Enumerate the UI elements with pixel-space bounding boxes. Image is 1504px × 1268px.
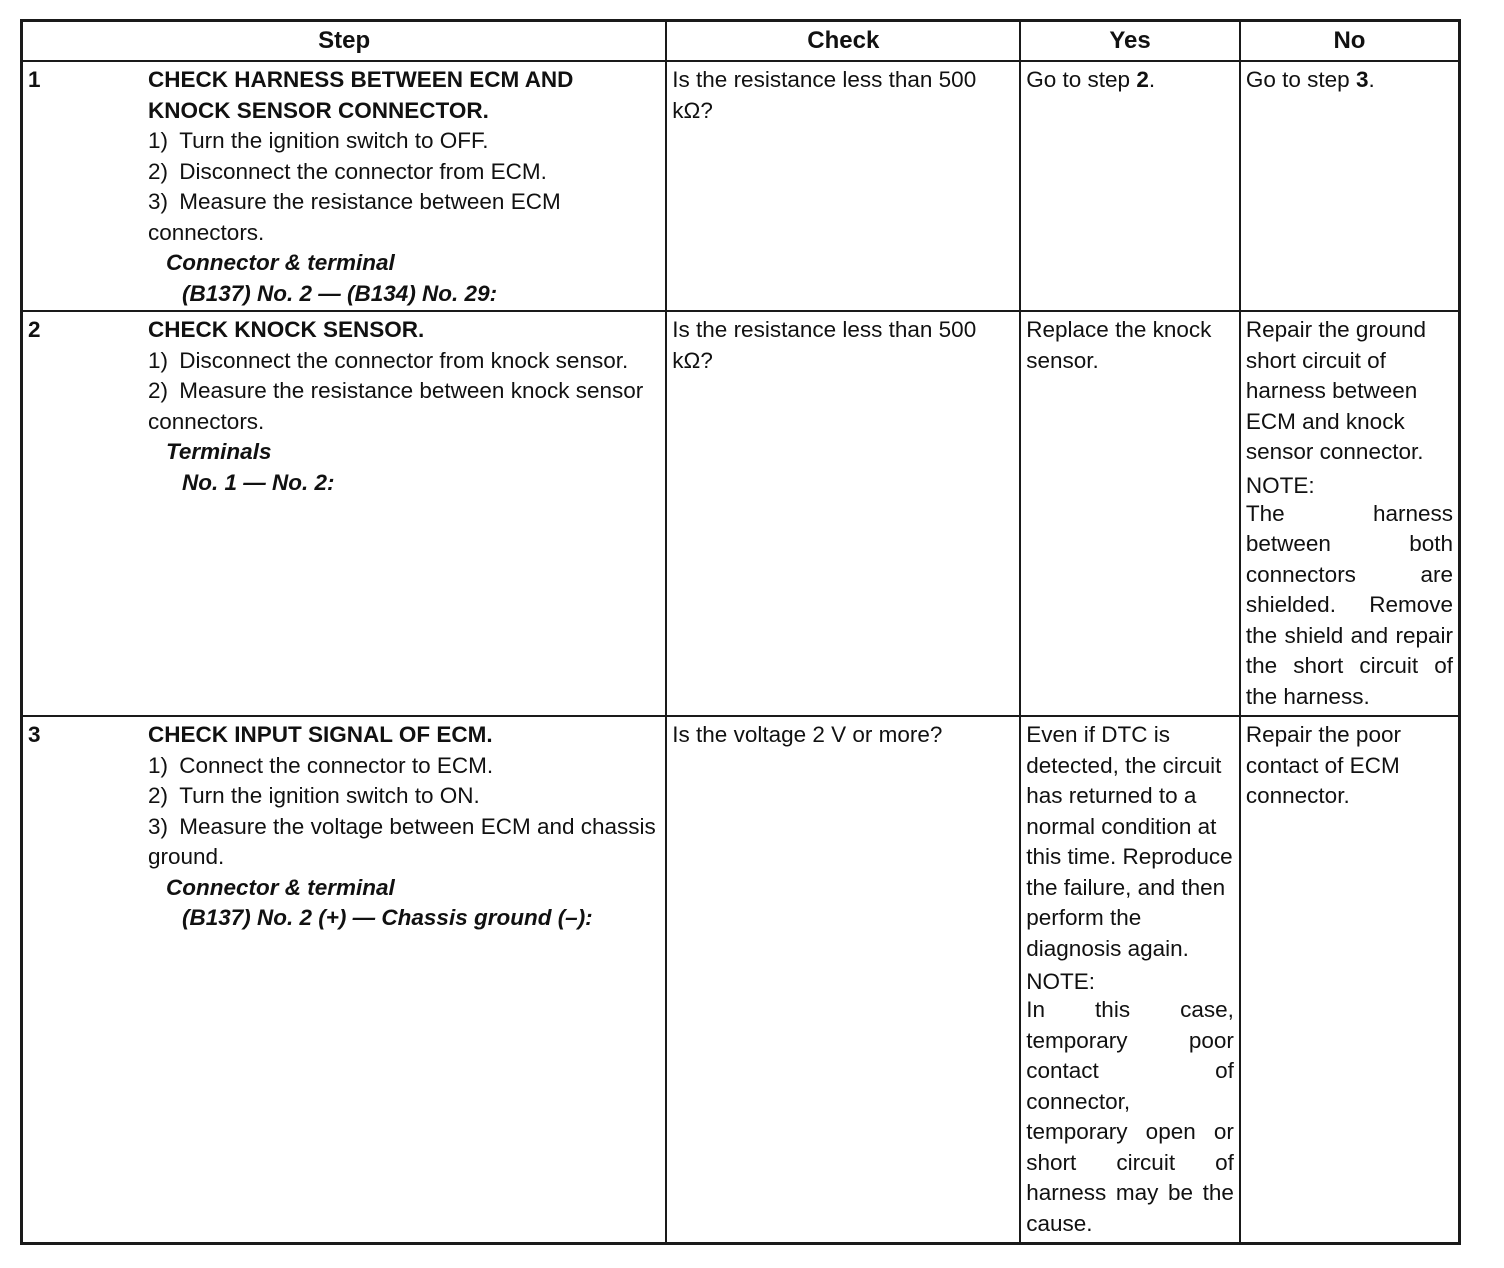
note-label: NOTE: (1245, 472, 1315, 498)
connector-terminal: (B137) No. 2 — (B134) No. 29: (182, 280, 498, 306)
step-number: 1 (28, 67, 41, 92)
diagnostic-table (20, 19, 1461, 1245)
check-text: Is the resistance less than 500 kΩ? (672, 67, 977, 123)
connector-terminal: (B137) No. 2 (+) — Chassis ground (–): (182, 905, 593, 930)
step-cell (22, 716, 667, 1244)
check-cell (666, 716, 1020, 1244)
step-instruction: 3) Measure the resistance between ECM connectors. (148, 189, 561, 245)
header-check: Check (666, 21, 1020, 62)
step-instruction: 2) Turn the ignition switch to ON. (148, 783, 480, 808)
check-cell (666, 311, 1020, 716)
note-text: The harness between both connectors are shielded. Remove the shield and repair the short circuit of the harness. (1245, 500, 1453, 709)
step-instruction: 3) Measure the voltage between ECM and chassis ground. (148, 813, 656, 869)
header-step: Step (22, 21, 667, 62)
table-row (22, 716, 1460, 1244)
check-text: Is the voltage 2 V or more? (672, 722, 943, 747)
table-row (22, 61, 1460, 311)
header-no: No (1240, 21, 1460, 62)
step-cell (22, 61, 667, 311)
step-instruction: 1) Turn the ignition switch to OFF. (148, 128, 489, 153)
no-cell: Go to step 3. (1240, 61, 1460, 311)
note-text: In this case, temporary poor contact of connector, temporary open or short circuit of harness may be the cause. (1026, 997, 1234, 1236)
step-instruction: 2) Disconnect the connector from ECM. (148, 158, 547, 184)
no-cell (1240, 311, 1460, 716)
table-row (22, 311, 1460, 716)
terminals-label: Terminals (166, 439, 272, 464)
no-cell (1240, 716, 1460, 1244)
connector-label: Connector & terminal (166, 250, 395, 275)
no-text: Repair the poor contact of ECM connector. (1245, 722, 1401, 808)
header-yes: Yes (1020, 21, 1240, 62)
note-label: NOTE: (1026, 969, 1096, 994)
step-instruction: 1) Connect the connector to ECM. (148, 752, 494, 778)
step-title: CHECK INPUT SIGNAL OF ECM. (148, 722, 493, 747)
check-text: Is the resistance less than 500 kΩ? (672, 317, 977, 373)
no-text: Repair the ground short circuit of harness between ECM and knock sensor connector. (1245, 317, 1426, 464)
step-title: CHECK KNOCK SENSOR. (148, 317, 425, 342)
connector-label: Connector & terminal (166, 874, 395, 900)
yes-cell (1020, 311, 1240, 716)
step-instruction: 2) Measure the resistance between knock sensor connectors. (148, 378, 644, 434)
step-number: 2 (28, 317, 41, 342)
header-row (22, 21, 1460, 62)
yes-cell (1020, 716, 1240, 1244)
no-text: Go to step (1245, 67, 1356, 92)
yes-text: Replace the knock sensor. (1026, 317, 1212, 373)
yes-text: Even if DTC is detected, the circuit has returned to a normal condition at this time. Reproduce the failure, and then perform the diagnosis again. (1026, 722, 1233, 961)
step-cell (22, 311, 667, 716)
yes-step-ref: 2 (1136, 67, 1149, 92)
check-cell (666, 61, 1020, 311)
terminals-value: No. 1 — No. 2: (182, 469, 335, 495)
no-step-ref: 3 (1355, 67, 1369, 92)
step-instruction: 1) Disconnect the connector from knock sensor. (148, 347, 629, 373)
yes-text: Go to step (1026, 67, 1137, 92)
yes-cell: Go to step 2. (1020, 61, 1240, 311)
step-title: CHECK HARNESS BETWEEN ECM AND KNOCK SENSOR CONNECTOR. (148, 67, 574, 123)
step-number: 3 (28, 722, 41, 747)
